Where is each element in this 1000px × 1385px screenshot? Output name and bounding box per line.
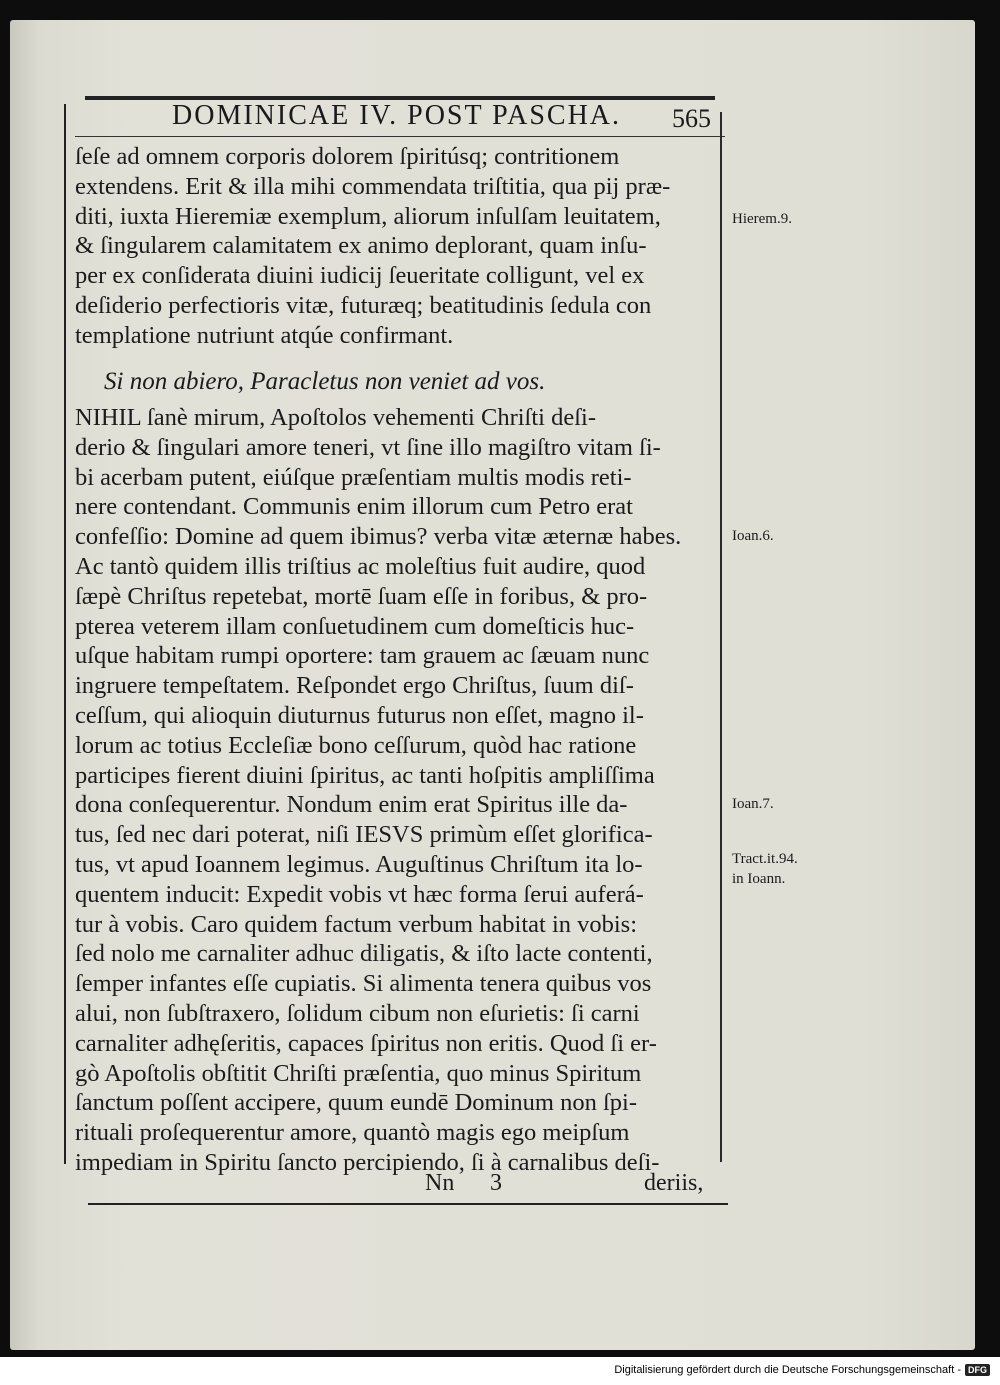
paragraph-two xyxy=(75,403,715,1178)
text-line: Ac tantò quidem illis triſtius ac moleſtius fuit audire, quod xyxy=(75,552,646,580)
catchword: deriis, xyxy=(644,1170,704,1196)
text-line: bi acerbam putent, eiúſque præſentiam multis modis reti- xyxy=(75,463,632,491)
text-line: ceſſum, qui alioquin diuturnus futurus non eſſet, magno il- xyxy=(75,701,644,729)
text-line: ſed nolo me carnaliter adhuc diligatis, & iſto lacte contenti, xyxy=(75,940,653,968)
text-line: alui, non ſubſtraxero, ſolidum cibum non eſurietis: ſi carni xyxy=(75,999,640,1027)
text-line: extendens. Erit & illa mihi commendata triſtitia, qua pij præ- xyxy=(75,172,671,200)
text-line: confeſſio: Domine ad quem ibimus? verba vitæ æternæ habes. xyxy=(75,523,682,551)
text-line: rituali proſequerentur amore, quantò magis ego meipſum xyxy=(75,1119,630,1147)
text-line: & ſingularem calamitatem ex animo deplorant, quam inſu- xyxy=(75,232,647,260)
margin-note-hierem: Hierem.9. xyxy=(732,211,792,227)
text-line: deſiderio perfectioris vitæ, futuræq; beatitudinis ſedula con xyxy=(75,291,652,319)
margin-note-ioan-6: Ioan.6. xyxy=(732,528,774,544)
paragraph-one xyxy=(75,142,715,351)
margin-note-in-ioann: in Ioann. xyxy=(732,871,786,887)
text-line: ingruere tempeſtatem. Reſpondet ergo Chriſtus, ſuum diſ- xyxy=(75,672,634,700)
text-line: carnaliter adhęſeritis, capaces ſpiritus non eritis. Quod ſi er- xyxy=(75,1029,657,1057)
signature-number: 3 xyxy=(490,1170,502,1196)
text-line: lorum ac totius Eccleſiæ bono ceſſurum, quòd hac ratione xyxy=(75,731,637,759)
text-line: templatione nutriunt atqúe confirmant. xyxy=(75,321,454,349)
text-line: per ex conſiderata diuini iudicij ſeueritate colligunt, vel ex xyxy=(75,262,645,290)
text-line: dona conſequerentur. Nondum enim erat Spiritus ille da- xyxy=(75,791,628,819)
text-line: tus, vt apud Ioannem legimus. Auguſtinus Chriſtum ita lo- xyxy=(75,850,643,878)
text-line: NIHIL ſanè mirum, Apoſtolos vehementi Chriſti deſi- xyxy=(75,404,596,431)
section-heading: Si non abiero, Paracletus non veniet ad vos. xyxy=(104,368,546,395)
page-number: 565 xyxy=(672,104,711,133)
running-header: DOMINICAE IV. POST PASCHA. xyxy=(172,100,622,131)
text-line: gò Apoſtolis obſtitit Chriſti præſentia, quo minus Spiritum xyxy=(75,1059,642,1087)
text-line: diti, iuxta Hieremiæ exemplum, aliorum inſulſam leuitatem, xyxy=(75,202,661,230)
text-line: ſeſe ad omnem corporis dolorem ſpiritúsq; contritionem xyxy=(75,143,620,170)
text-line: derio & ſingulari amore teneri, vt ſine illo magiſtro vitam ſi- xyxy=(75,433,661,461)
text-line: tur à vobis. Caro quidem factum verbum habitat in vobis: xyxy=(75,910,638,938)
text-line: quentem inducit: Expedit vobis vt hæc forma ſerui auferá- xyxy=(75,880,644,908)
margin-note-ioan-7: Ioan.7. xyxy=(732,796,774,812)
left-column-rule xyxy=(64,104,66,1164)
text-line: tus, ſed nec dari poterat, niſi IESVS primùm eſſet glorifica- xyxy=(75,821,653,849)
text-line: ſanctum poſſent accipere, quum eundē Dominum non ſpi- xyxy=(75,1089,637,1117)
footer-text: Digitalisierung gefördert durch die Deutsche Forschungsgemeinschaft - xyxy=(614,1364,961,1376)
right-column-rule xyxy=(720,112,722,1162)
text-line: participes fierent diuini ſpiritus, ac tanti hoſpitis ampliſſima xyxy=(75,761,655,789)
text-line: impediam in Spiritu ſancto percipiendo, ſi à carnalibus deſi- xyxy=(75,1148,660,1176)
text-line: ſæpè Chriſtus repetebat, mortē ſuam eſſe in foribus, & pro- xyxy=(75,582,648,610)
text-line: uſque habitam rumpi oportere: tam grauem ac ſæuam nunc xyxy=(75,642,650,670)
text-line: pterea veterem illam conſuetudinem cum domeſticis huc- xyxy=(75,612,635,640)
text-line: ſemper infantes eſſe cupiatis. Si alimenta tenera quibus vos xyxy=(75,970,652,998)
text-line: nere contendant. Communis enim illorum cum Petro erat xyxy=(75,493,633,521)
bottom-rule xyxy=(88,1203,728,1205)
dfg-logo: DFG xyxy=(965,1364,990,1376)
footer xyxy=(614,1364,990,1376)
header-underline xyxy=(75,136,725,137)
signature-mark: Nn xyxy=(425,1170,455,1196)
margin-note-tract: Tract.it.94. xyxy=(732,851,798,867)
